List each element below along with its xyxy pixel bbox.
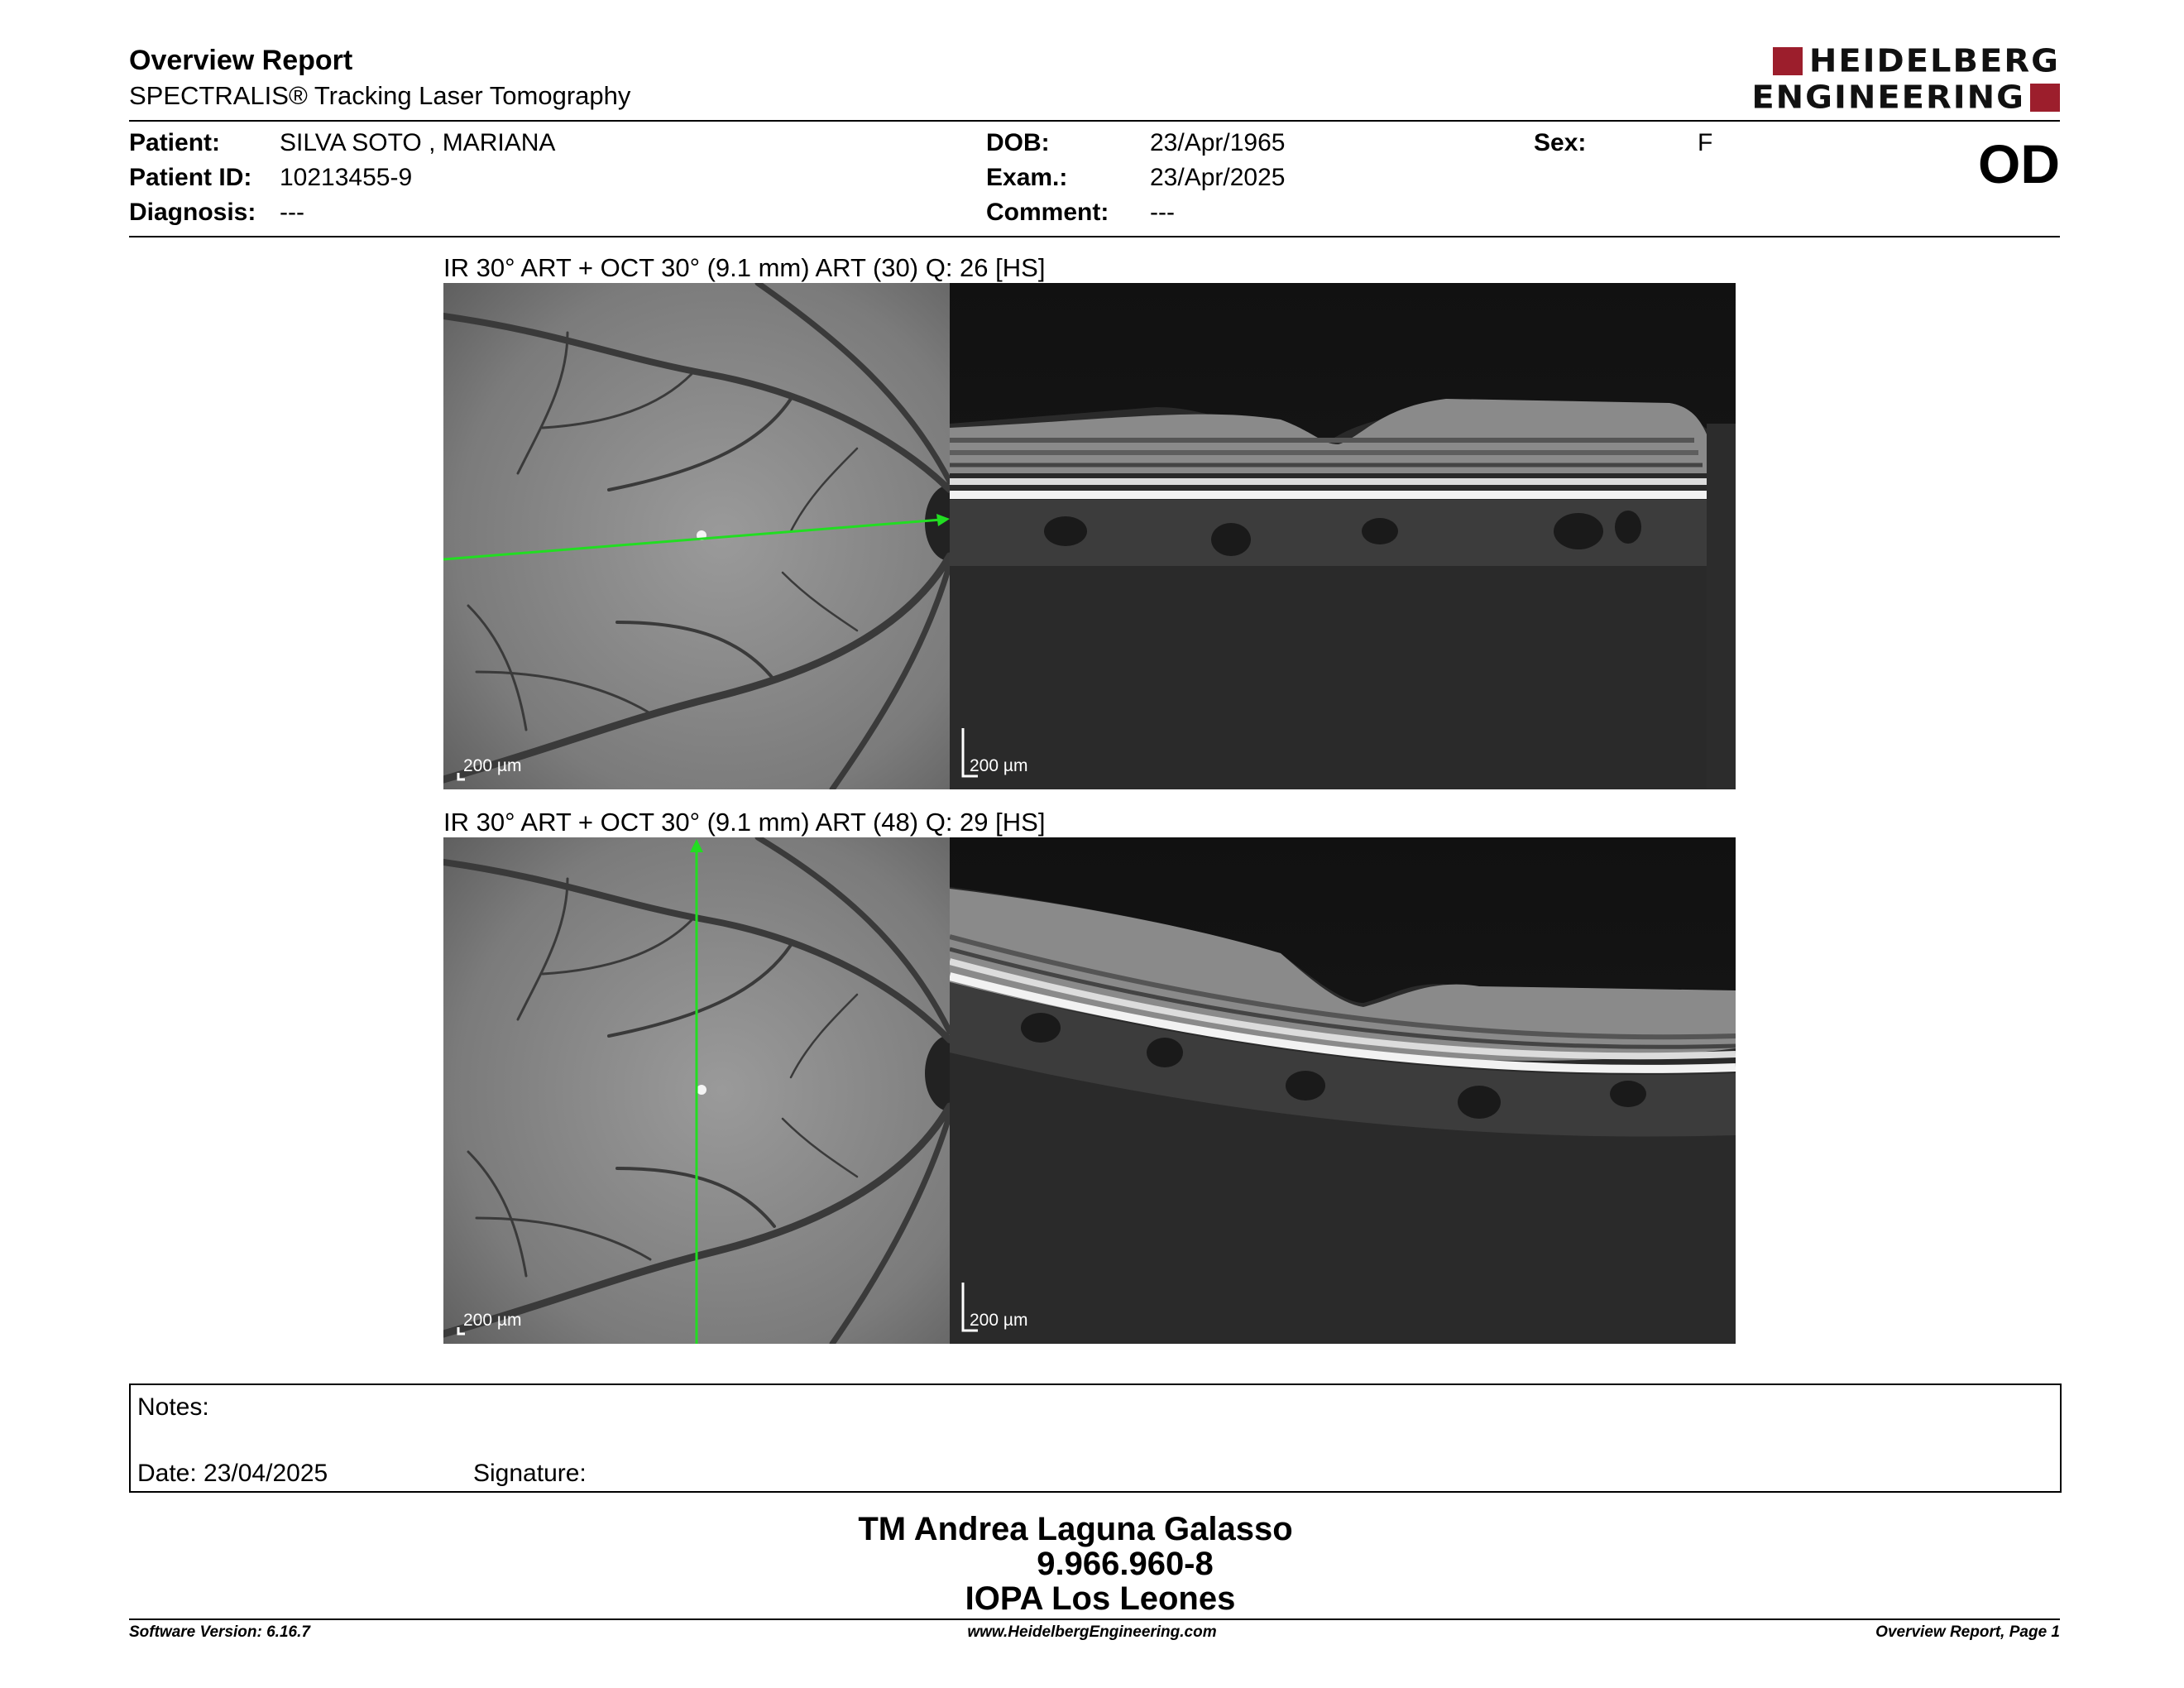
- scan-caption: IR 30° ART + OCT 30° (9.1 mm) ART (30) Q: 26 [HS]: [443, 253, 1046, 282]
- sex-label: Sex:: [1534, 129, 1587, 156]
- signature-label: Signature:: [473, 1460, 587, 1487]
- patient-id-label: Patient ID:: [129, 164, 252, 191]
- oct-scale-label: 200 µm: [970, 1311, 1028, 1330]
- signer-id: 9.966.960-8: [1037, 1546, 1214, 1582]
- ir-scale-label: 200 µm: [463, 756, 522, 775]
- exam-label: Exam.:: [986, 164, 1068, 191]
- logo-red-square-icon: [1773, 47, 1803, 75]
- patient-label: Patient:: [129, 129, 221, 156]
- logo-line1: HEIDELBERG: [1808, 43, 2060, 79]
- notes-box[interactable]: [129, 1383, 2062, 1493]
- patient-name: SILVA SOTO , MARIANA: [280, 129, 556, 156]
- diagnosis-value: ---: [280, 199, 304, 226]
- page-number: Overview Report, Page 1: [1875, 1623, 2060, 1641]
- sex-value: F: [1698, 129, 1713, 156]
- notes-date: Date: 23/04/2025: [137, 1460, 328, 1487]
- comment-value: ---: [1150, 199, 1175, 226]
- footer-divider: [129, 1618, 2060, 1620]
- patient-id-value: 10213455-9: [280, 164, 413, 191]
- oct-bscan-image: [950, 283, 1736, 789]
- website-link[interactable]: www.HeidelbergEngineering.com: [967, 1623, 1217, 1641]
- oct-retina-layers: [950, 283, 1736, 789]
- signer-name: TM Andrea Laguna Galasso: [858, 1511, 1293, 1547]
- dob-label: DOB:: [986, 129, 1050, 156]
- dob-value: 23/Apr/1965: [1150, 129, 1286, 156]
- eye-indicator: OD: [1978, 133, 2060, 194]
- ir-scale-label: 200 µm: [463, 1311, 522, 1330]
- notes-label: Notes:: [137, 1393, 209, 1421]
- logo-line2: ENGINEERING: [1751, 79, 2025, 116]
- exam-value: 23/Apr/2025: [1150, 164, 1286, 191]
- fundus-vessels: [443, 837, 950, 1344]
- report-title: Overview Report: [129, 45, 353, 76]
- patient-divider: [129, 236, 2060, 237]
- oct-retina-layers: [950, 837, 1736, 1344]
- header-divider: [129, 120, 2060, 122]
- ir-fundus-image: [443, 283, 950, 789]
- fundus-vessels: [443, 283, 950, 789]
- logo-red-square-icon: [2030, 84, 2060, 112]
- heidelberg-logo: [1679, 45, 2060, 116]
- comment-label: Comment:: [986, 199, 1109, 226]
- oct-scale-label: 200 µm: [970, 756, 1028, 775]
- signer-institution: IOPA Los Leones: [965, 1580, 1236, 1617]
- report-subtitle: SPECTRALIS® Tracking Laser Tomography: [129, 81, 631, 110]
- oct-bscan-image: [950, 837, 1736, 1344]
- scan-caption: IR 30° ART + OCT 30° (9.1 mm) ART (48) Q: 29 [HS]: [443, 808, 1046, 837]
- diagnosis-label: Diagnosis:: [129, 199, 256, 226]
- software-version: Software Version: 6.16.7: [129, 1623, 310, 1641]
- ir-fundus-image: [443, 837, 950, 1344]
